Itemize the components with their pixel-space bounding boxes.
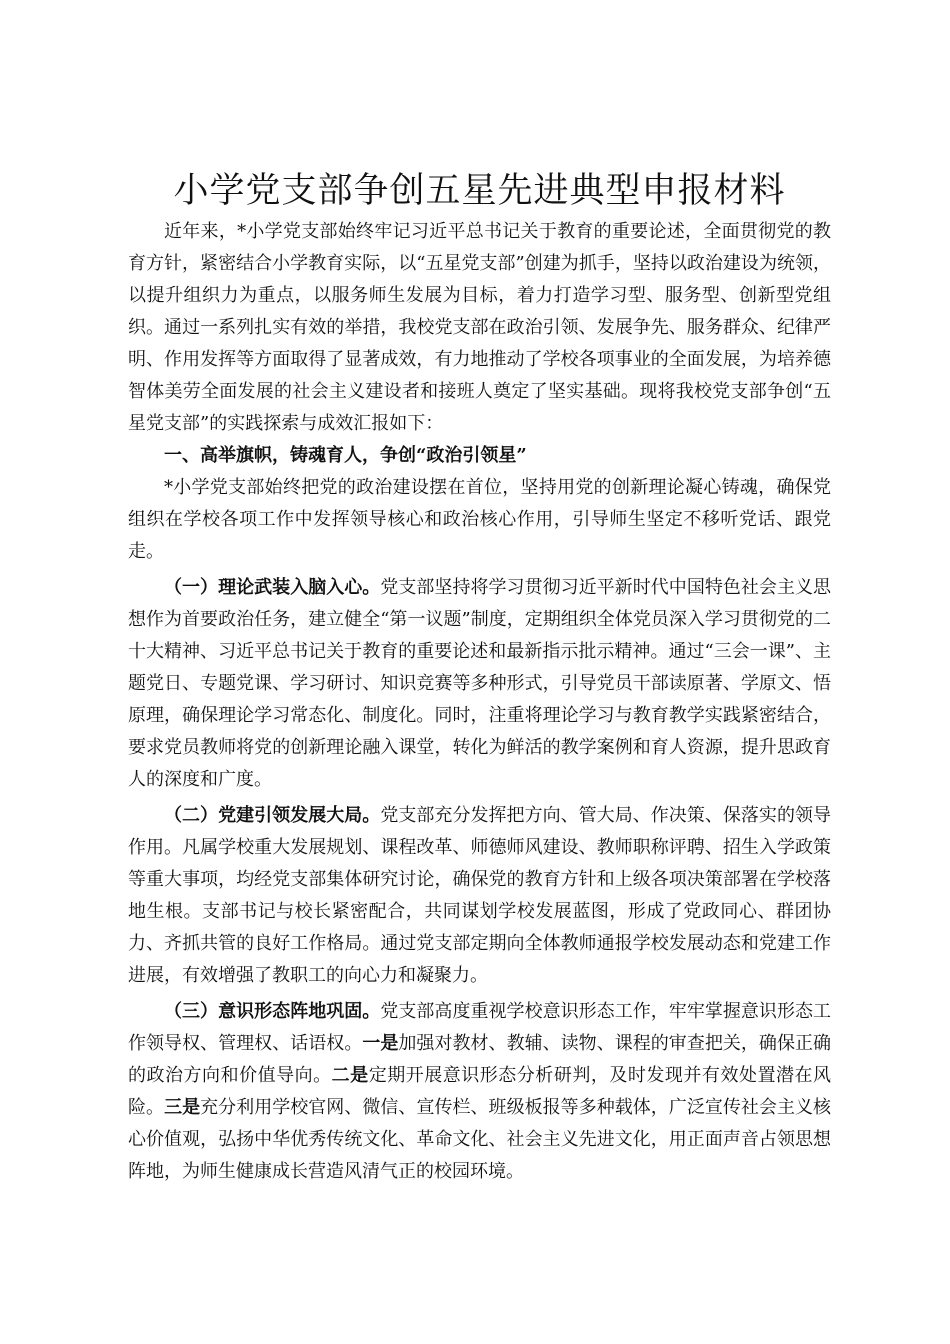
subsection-2-heading: （二）党建引领发展大局。 — [164, 805, 381, 826]
subsection-1-heading: （一）理论武装入脑入心。 — [164, 577, 381, 598]
subsection-1-paragraph — [128, 572, 831, 796]
point-label-1: 一是 — [362, 1033, 399, 1054]
subsection-2-text: 党支部充分发挥把方向、管大局、作决策、保落实的领导作用。凡属学校重大发展规划、课程改革、师德师风建设、教师职称评聘、招生入学政策等重大事项，均经党支部集体研究讨论，确保党的教育方针和上级各项决策部署在学校落地生根。支部书记与校长紧密配合，共同谋划学校发展蓝图，形成了党政同心、群团协力、齐抓共管的良好工作格局。通过党支部定期向全体教师通报学校发展动态和党建工作进展，有效增强了教职工的向心力和凝聚力。 — [128, 805, 832, 986]
section-1-intro-paragraph: *小学党支部始终把党的政治建设摆在首位，坚持用党的创新理论凝心铸魂，确保党组织在学校各项工作中发挥领导核心和政治核心作用，引导师生坚定不移听党话、跟党走。 — [128, 477, 831, 562]
point-label-2: 二是 — [331, 1065, 369, 1086]
subsection-3-paragraph — [128, 996, 831, 1188]
subsection-3-text-b: 加强对教材、教辅、读物、课程的审查把关，确保正确的政治方向和价值导向。 — [128, 1033, 832, 1086]
intro-paragraph: 近年来，*小学党支部始终牢记习近平总书记关于教育的重要论述，全面贯彻党的教育方针，紧密结合小学教育实际，以“五星党支部”创建为抓手，坚持以政治建设为统领，以提升组织力为重点，以服务师生发展为目标，着力打造学习型、服务型、创新型党组织。通过一系列扎实有效的举措，我校党支部在政治引领、发展争先、服务群众、纪律严明、作用发挥等方面取得了显著成效，有力地推动了学校各项事业的全面发展，为培养德智体美劳全面发展的社会主义建设者和接班人奠定了坚实基础。现将我校党支部争创“五星党支部”的实践探索与成效汇报如下： — [128, 221, 831, 434]
subsection-2-paragraph — [128, 800, 831, 992]
point-label-3: 三是 — [164, 1097, 201, 1118]
document-page — [128, 168, 831, 1188]
page-title: 小学党支部争创五星先进典型申报材料 — [173, 171, 786, 211]
subsection-1-text: 党支部坚持将学习贯彻习近平新时代中国特色社会主义思想作为首要政治任务，建立健全“第一议题”制度，定期组织全体党员深入学习贯彻党的二十大精神、习近平总书记关于教育的重要论述和最新指示批示精神。通过“三会一课”、主题党日、专题党课、学习研讨、知识竞赛等多种形式，引导党员干部读原著、学原文、悟原理，确保理论学习常态化、制度化。同时，注重将理论学习与教育教学实践紧密结合，要求党员教师将党的创新理论融入课堂，转化为鲜活的教学案例和育人资源，提升思政育人的深度和广度。 — [128, 577, 832, 790]
subsection-3-text-a: 党支部高度重视学校意识形态工作，牢牢掌握意识形态工作领导权、管理权、话语权。 — [128, 1001, 832, 1054]
section-heading-1: 一、高举旗帜，铸魂育人，争创“政治引领星” — [164, 445, 527, 466]
subsection-3-heading: （三）意识形态阵地巩固。 — [164, 1001, 381, 1022]
subsection-3-text-c: 定期开展意识形态分析研判，及时发现并有效处置潜在风险。 — [128, 1065, 832, 1118]
subsection-3-text-d: 充分利用学校官网、微信、宣传栏、班级板报等多种载体，广泛宣传社会主义核心价值观，弘扬中华优秀传统文化、革命文化、社会主义先进文化，用正面声音占领思想阵地，为师生健康成长营造风清气正的校园环境。 — [128, 1097, 832, 1182]
